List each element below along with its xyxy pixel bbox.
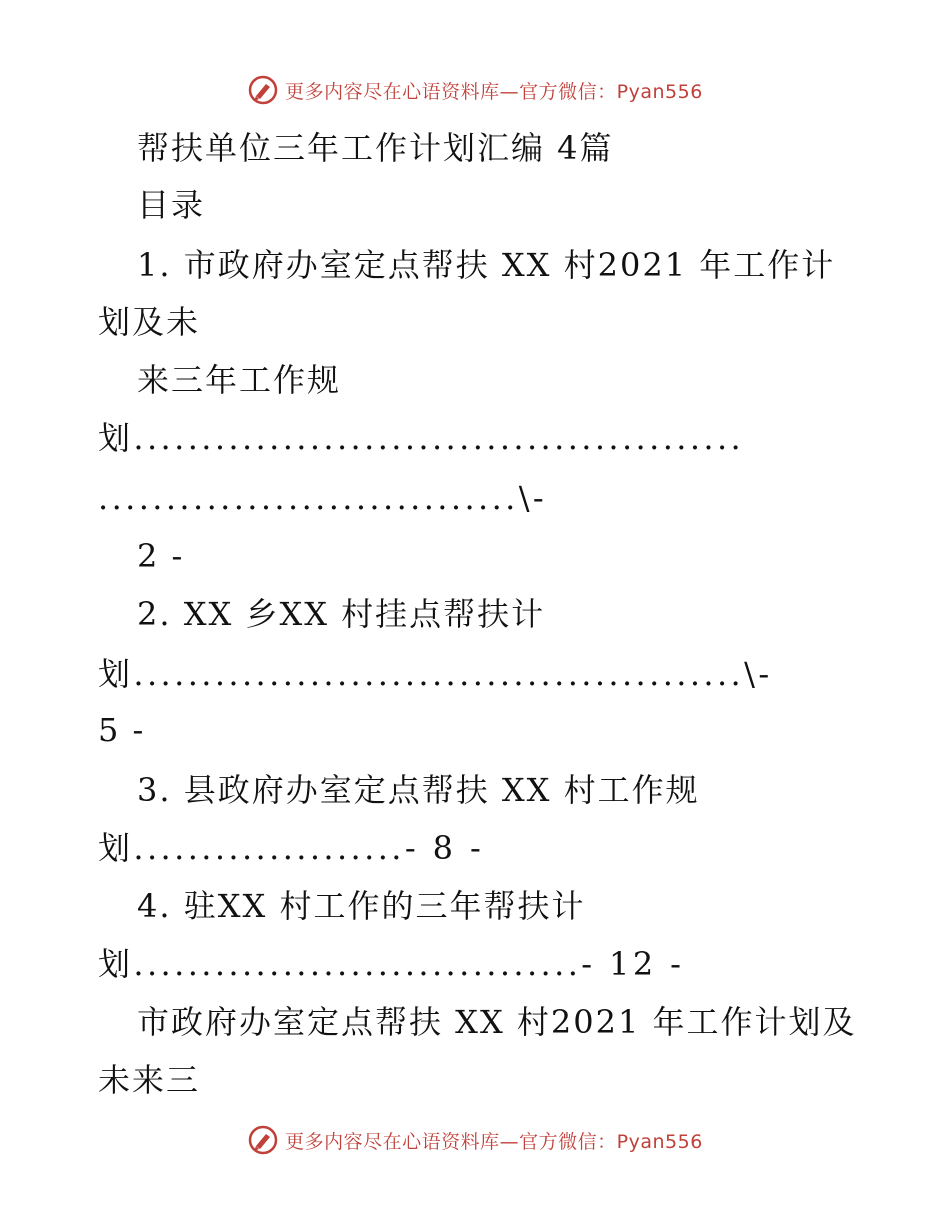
section-heading-line-1: 市政府办室定点帮扶 XX 村2021 年工作计划及 xyxy=(137,1003,857,1041)
toc-entry-4-leader: 划.................................- 12 - xyxy=(98,945,685,983)
watermark-text: 更多内容尽在心语资料库—官方微信：Pyan556 xyxy=(285,80,703,103)
pen-logo-icon xyxy=(247,1124,279,1156)
toc-entry-3-leader: 划....................- 8 - xyxy=(98,829,485,867)
watermark-banner-bottom xyxy=(0,1120,950,1160)
toc-entry-2-line-1: 2. XX 乡XX 村挂点帮扶计 xyxy=(137,595,546,633)
toc-entry-3-line-1: 3. 县政府办室定点帮扶 XX 村工作规 xyxy=(137,771,700,809)
toc-heading: 目录 xyxy=(137,186,206,224)
pen-logo-icon xyxy=(247,74,279,106)
toc-entry-1-line-1: 1. 市政府办室定点帮扶 XX 村2021 年工作计 xyxy=(137,246,836,284)
toc-entry-1-page: 2 - xyxy=(137,537,185,575)
watermark-banner-top xyxy=(0,70,950,110)
toc-entry-1-leader-1: 划............................................. xyxy=(98,419,745,457)
watermark-text: 更多内容尽在心语资料库—官方微信：Pyan556 xyxy=(285,1130,703,1153)
toc-entry-1-leader-2: ...............................\- xyxy=(98,479,548,517)
toc-entry-2-leader: 划.............................................\- xyxy=(98,655,773,693)
toc-entry-2-page: 5 - xyxy=(98,711,146,749)
toc-entry-1-line-3: 来三年工作规 xyxy=(137,361,342,399)
section-heading-line-2: 未来三 xyxy=(98,1061,201,1099)
toc-entry-4-line-1: 4. 驻XX 村工作的三年帮扶计 xyxy=(137,887,586,925)
toc-entry-1-line-2: 划及未 xyxy=(98,303,201,341)
document-title: 帮扶单位三年工作计划汇编 4篇 xyxy=(137,129,614,167)
